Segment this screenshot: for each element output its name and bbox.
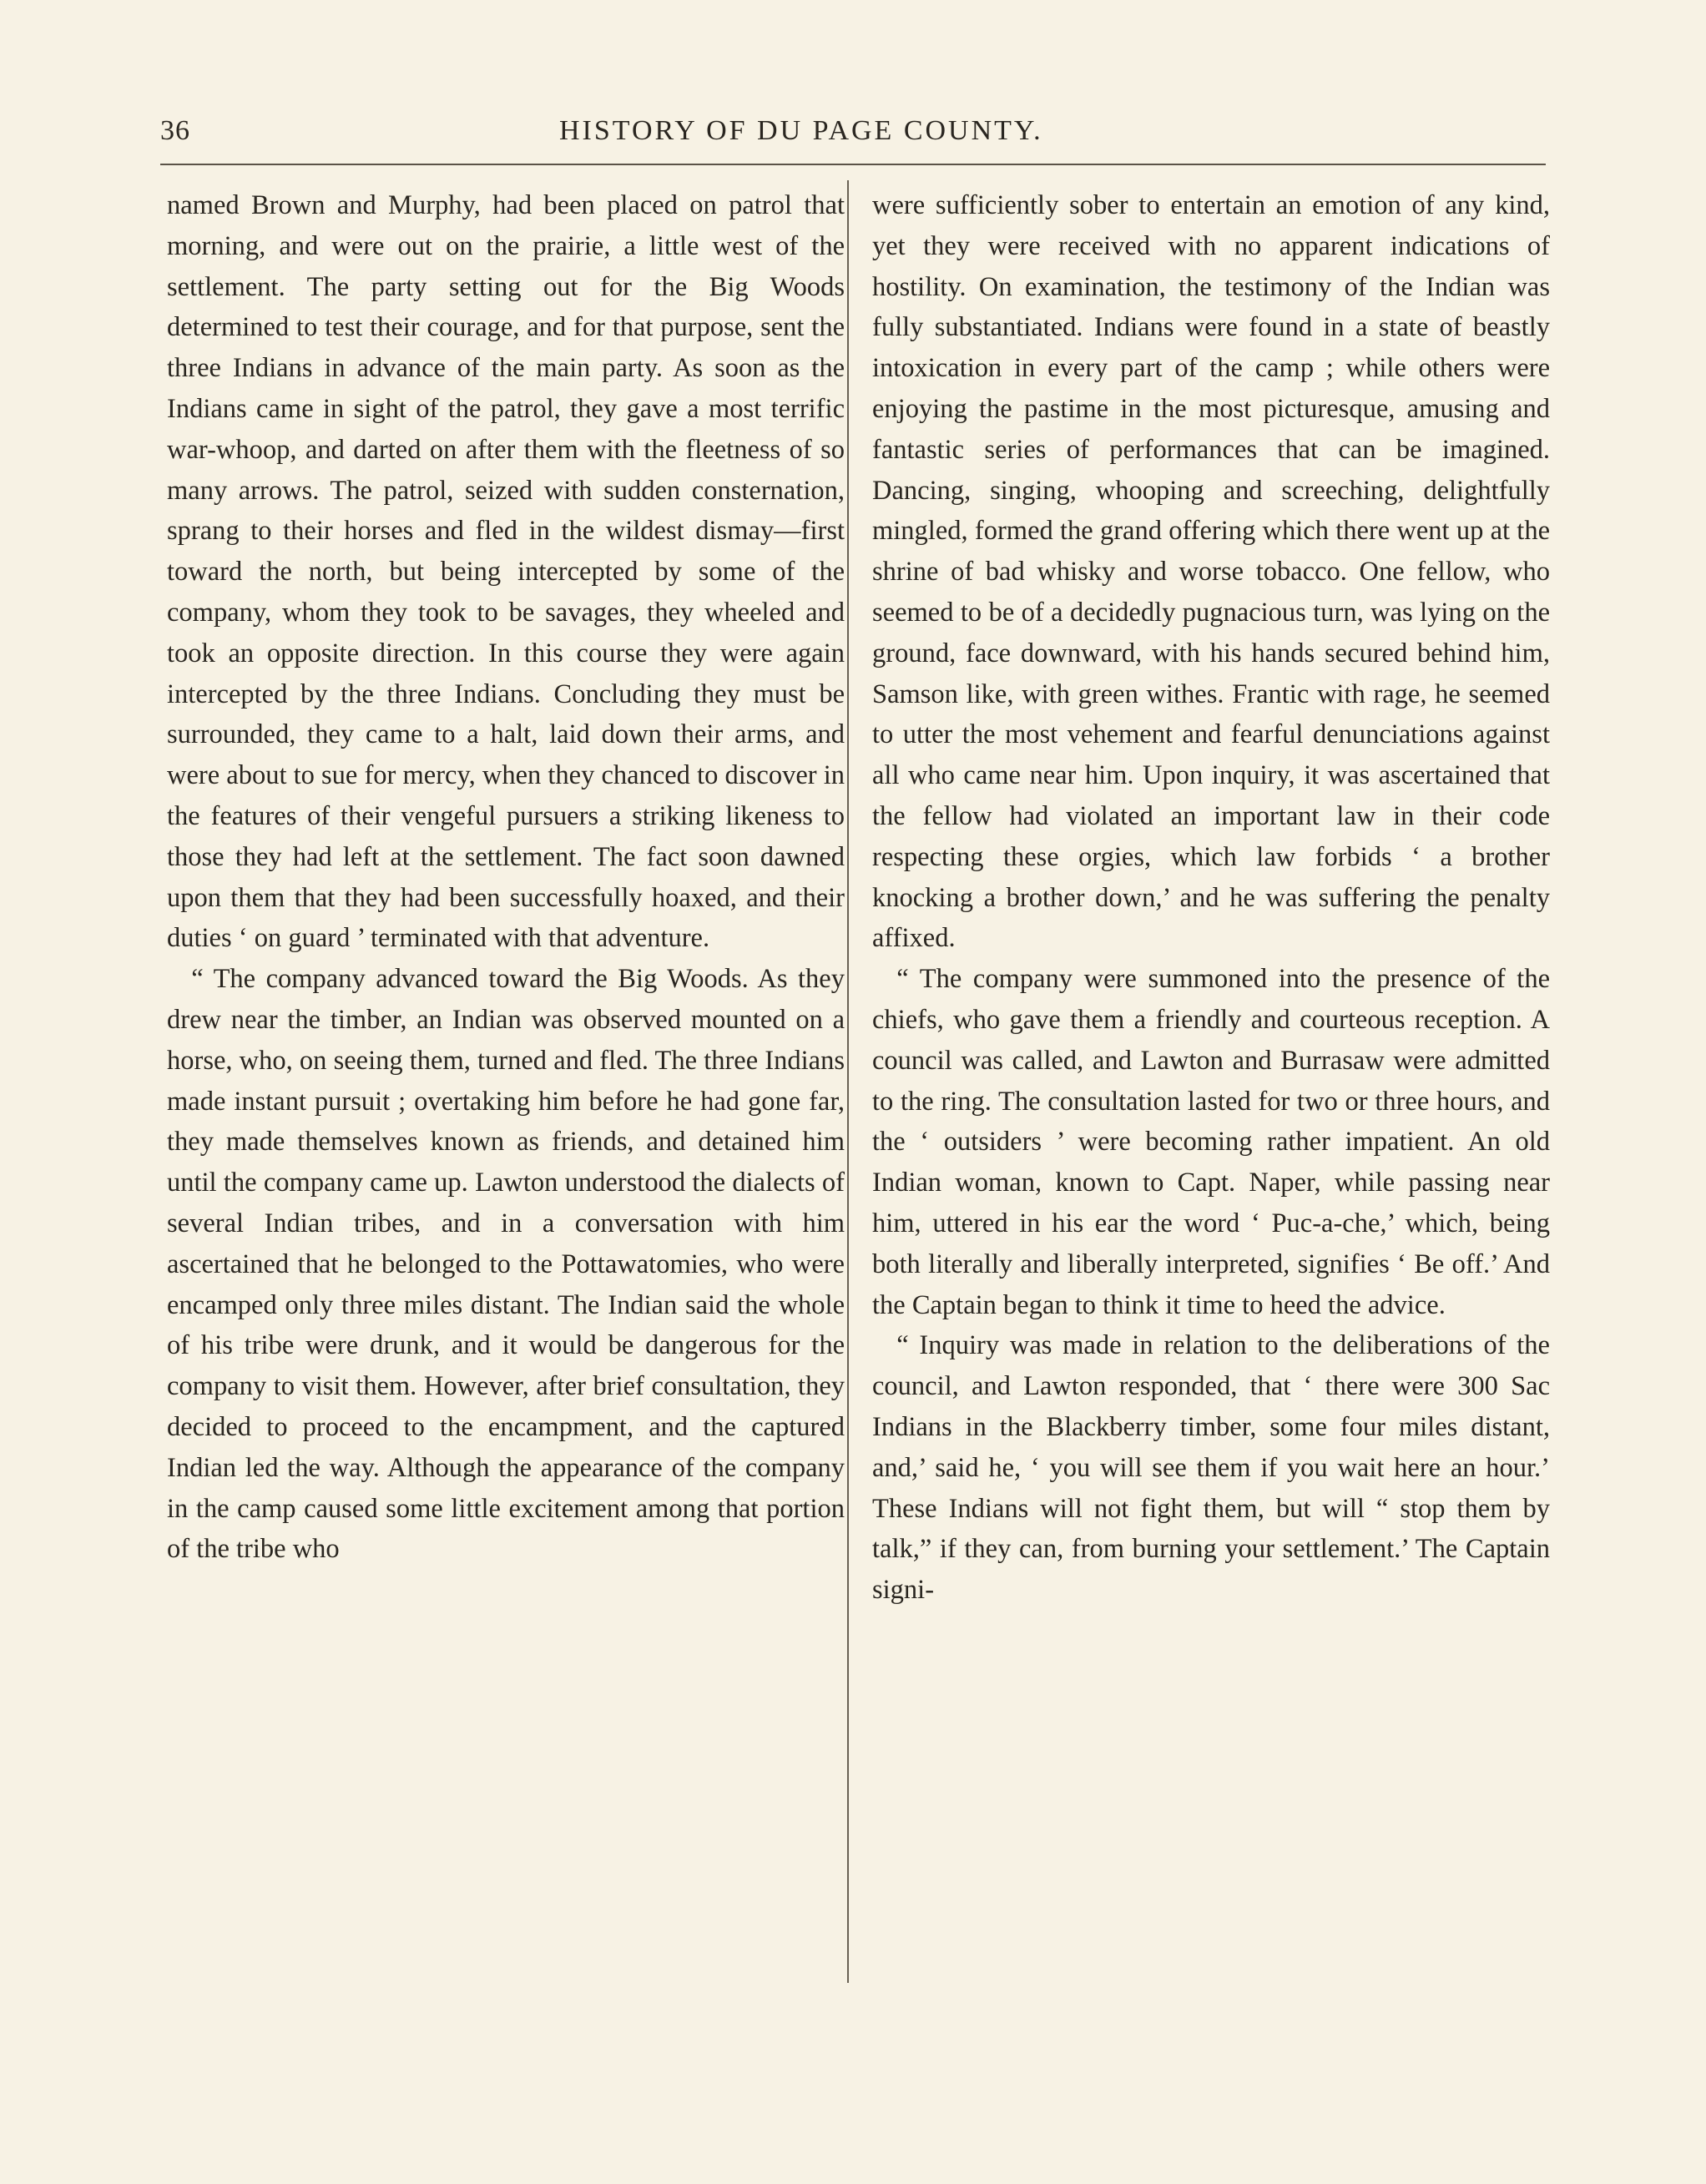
paragraph: were sufficiently sober to entertain an emotion of any kind, yet they were received with no apparent indications of hostility. On examination, the testimony of the Indian was fully substantiated. Indians were found in a state of beastly intoxication in every part of the camp ; while others were enjoying the pastime in the most picturesque, amusing and fantastic series of performances that can be imagined. Dancing, singing, whooping and screeching, delightfully mingled, formed the grand offering which there went up at the shrine of bad whisky and worse tobacco. One fellow, who seemed to be of a decidedly pugnacious turn, was lying on the ground, face downward, with his hands secured behind him, Samson like, with green withes. Frantic with rage, he seemed to utter the most vehement and fearful denunciations against all who came near him. Upon inquiry, it was ascertained that the fellow had violated an important law in their code respecting these orgies, which law forbids ‘ a brother knocking a brother down,’ and he was suffering the penalty affixed. [872,190,1550,954]
page-number: 36 [160,115,190,146]
right-column [872,185,1550,1976]
page-header [160,115,1546,165]
paragraph: “ The company were summoned into the presence of the chiefs, who gave them a friendly and courteous reception. A council was called, and Lawton and Burrasaw were admitted to the ring. The consultation lasted for two or three hours, and the ‘ outsiders ’ were becoming rather impatient. An old Indian woman, known to Capt. Naper, while passing near him, uttered in his ear the word ‘ Puc-a-che,’ which, being both literally and liberally interpreted, signifies ‘ Be off.’ And the Captain began to think it time to heed the advice. [872,964,1550,1320]
header-rule [160,164,1546,165]
paragraph: named Brown and Murphy, had been placed on patrol that morning, and were out on the prairie, a little west of the settlement. The party setting out for the Big Woods determined to test their courage, and for that purpose, sent the three Indians in advance of the main party. As soon as the Indians came in sight of the patrol, they gave a most terrific war-whoop, and darted on after them with the fleetness of so many arrows. The patrol, seized with sudden consternation, sprang to their horses and fled in the wildest dismay—first toward the north, but being intercepted by some of the company, whom they took to be savages, they wheeled and took an opposite direction. In this course they were again intercepted by the three Indians. Concluding they must be surrounded, they came to a halt, laid down their arms, and were about to sue for mercy, when they chanced to discover in the features of their vengeful pursuers a striking likeness to those they had left at the settlement. The fact soon dawned upon them that they had been successfully hoaxed, and their duties ‘ on guard ’ terminated with that adventure. [167,190,845,954]
paragraph: “ The company advanced toward the Big Woods. As they drew near the timber, an Indian was observed mounted on a horse, who, on seeing them, turned and fled. The three Indians made instant pursuit ; overtaking him before he had gone far, they made themselves known as friends, and detained him until the company came up. Lawton understood the dialects of several Indian tribes, and in a conversation with him ascertained that he belonged to the Pottawatomies, who were encamped only three miles distant. The Indian said the whole of his tribe were drunk, and it would be dangerous for the company to visit them. However, after brief consultation, they decided to proceed to the encampment, and the captured Indian led the way. Although the appearance of the company in the camp caused some little excitement among that portion of the tribe who [167,964,845,1565]
left-column [167,185,845,1976]
paragraph: “ Inquiry was made in relation to the deliberations of the council, and Lawton responded, that ‘ there were 300 Sac Indians in the Blackberry timber, some four miles distant, and,’ said he, ‘ you will see them if you wait here an hour.’ These Indians will not fight them, but will “ stop them by talk,” if they can, from burning your settlement.’ The Captain signi- [872,1330,1550,1606]
column-divider [847,180,849,1983]
running-title: HISTORY OF DU PAGE COUNTY. [559,115,1043,146]
